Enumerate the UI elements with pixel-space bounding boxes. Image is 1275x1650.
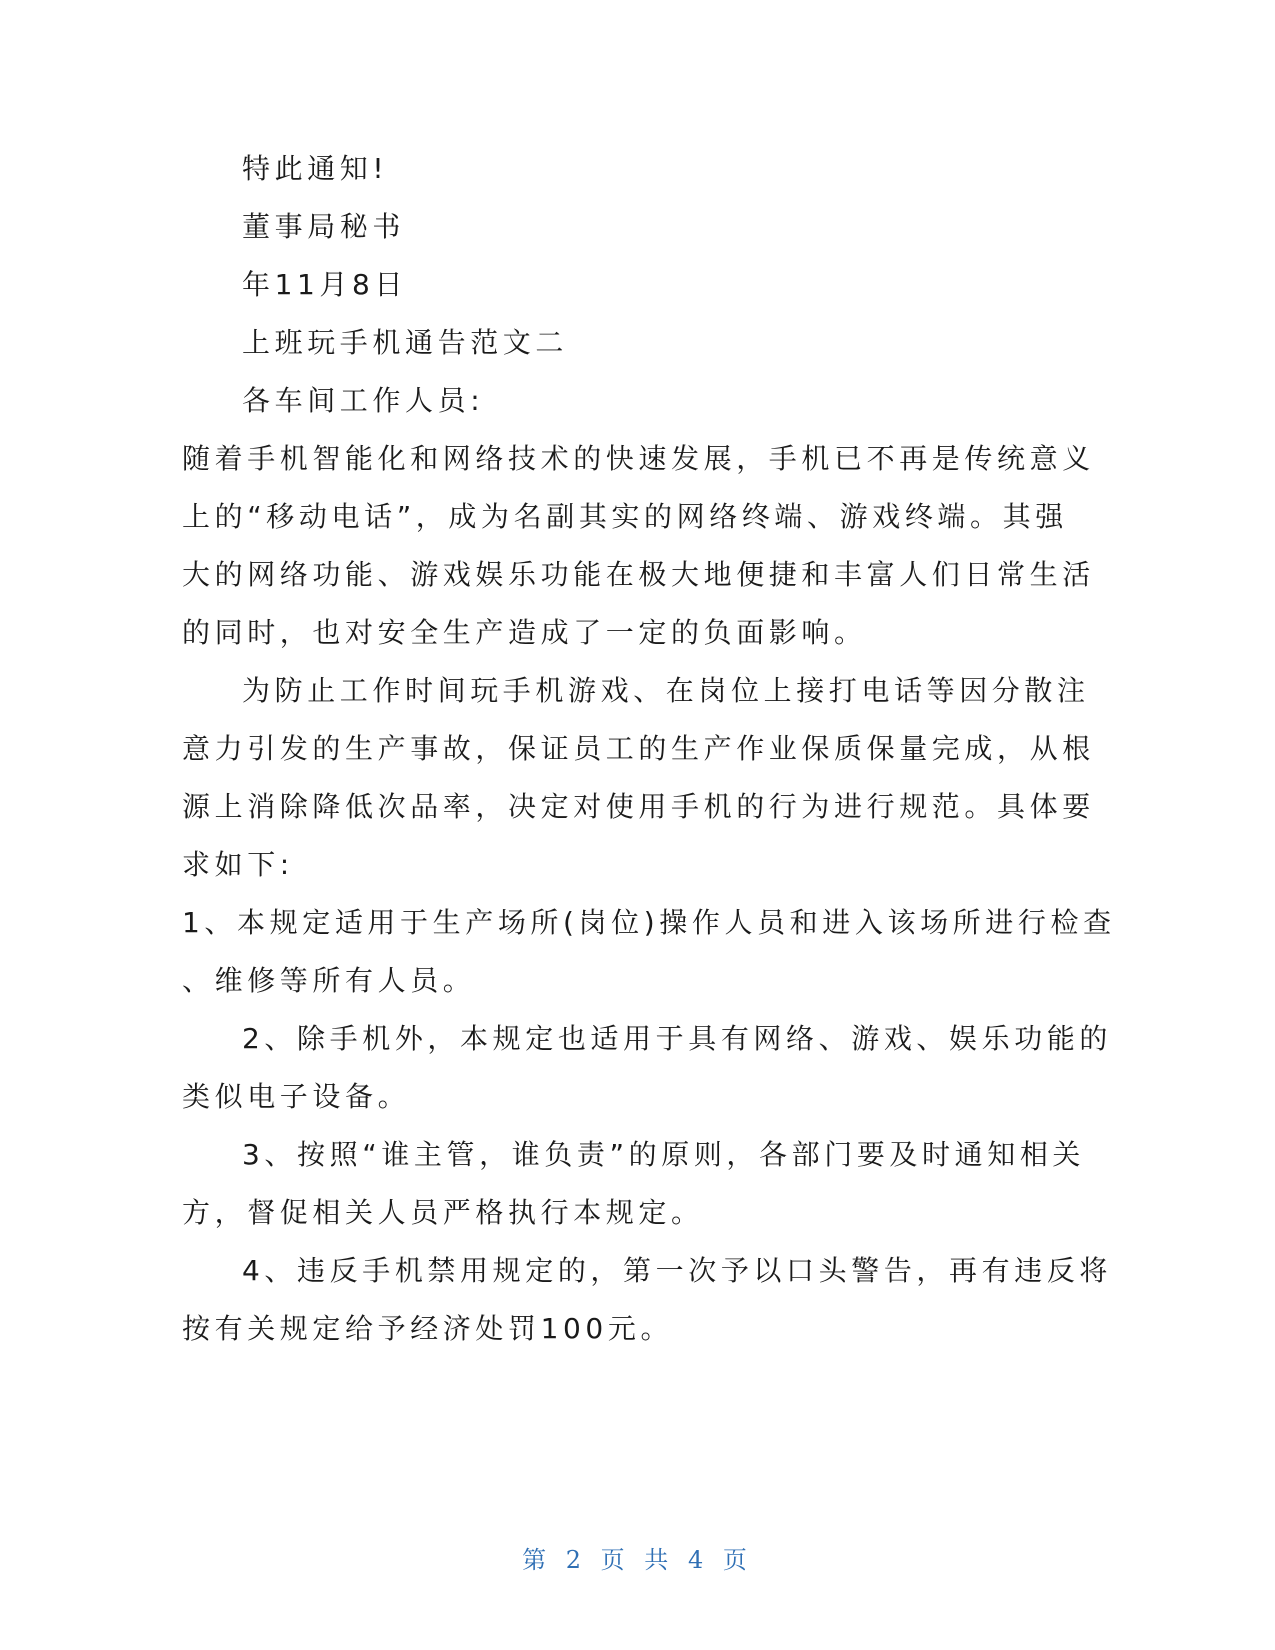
page-number-footer: 第 2 页 共 4 页 (522, 1546, 753, 1574)
paragraph-line: 上的“移动电话”，成为名副其实的网络终端、游戏终端。其强 (182, 500, 1068, 533)
rule-item-4-cont: 按有关规定给予经济处罚100元。 (182, 1312, 674, 1345)
paragraph-line: 随着手机智能化和网络技术的快速发展，手机已不再是传统意义 (182, 442, 1095, 475)
rule-item-2: 2、除手机外，本规定也适用于具有网络、游戏、娱乐功能的 (242, 1022, 1113, 1055)
rule-item-3: 3、按照“谁主管，谁负责”的原则，各部门要及时通知相关 (242, 1138, 1086, 1171)
rule-item-1: 1、本规定适用于生产场所(岗位)操作人员和进入该场所进行检查 (182, 906, 1116, 939)
closing-notice: 特此通知! (242, 152, 389, 185)
paragraph-line: 的同时，也对安全生产造成了一定的负面影响。 (182, 616, 867, 649)
section-title: 上班玩手机通告范文二 (242, 326, 569, 359)
paragraph-line: 意力引发的生产事故，保证员工的生产作业保质保量完成，从根 (182, 732, 1095, 765)
salutation: 各车间工作人员: (242, 384, 485, 417)
date-line: 年11月8日 (242, 268, 408, 301)
document-body (182, 140, 1116, 1358)
rule-item-2-cont: 类似电子设备。 (182, 1080, 411, 1113)
rule-item-1-cont: 、维修等所有人员。 (182, 964, 476, 997)
rule-item-4: 4、违反手机禁用规定的，第一次予以口头警告，再有违反将 (242, 1254, 1113, 1287)
signatory: 董事局秘书 (242, 210, 406, 243)
rule-item-3-cont: 方，督促相关人员严格执行本规定。 (182, 1196, 704, 1229)
paragraph-line: 求如下: (182, 848, 294, 881)
paragraph-line: 为防止工作时间玩手机游戏、在岗位上接打电话等因分散注 (242, 674, 1090, 707)
paragraph-line: 源上消除降低次品率，决定对使用手机的行为进行规范。具体要 (182, 790, 1095, 823)
paragraph-line: 大的网络功能、游戏娱乐功能在极大地便捷和丰富人们日常生活 (182, 558, 1095, 591)
